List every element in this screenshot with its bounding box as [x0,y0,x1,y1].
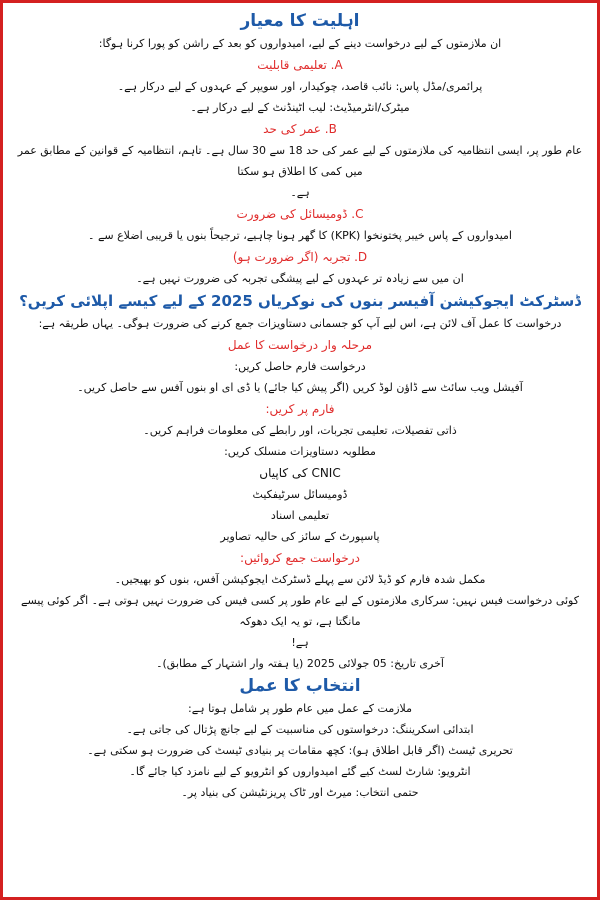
experience-heading: D. تجربہ (اگر ضرورت ہو) [232,250,368,264]
fee-line-1: کوئی درخواست فیس نہیں: سرکاری ملازمتوں کے لیے عام طور پر کسی فیس کی ضرورت نہیں ہوتی ہے۔ اگر کوئی پیسے مانگتا ہے، تو یہ ایک دھوکہ [21,594,579,628]
domicile-heading: C. ڈومیسائل کی ضرورت [236,207,364,221]
get-form-subheading: درخواست فارم حاصل کریں: [234,360,366,373]
selection-title: انتخاب کا عمل [239,676,361,696]
experience-line-1: ان میں سے زیادہ تر عہدوں کے لیے پیشگی تجربہ کی ضرورت نہیں ہے۔ [136,272,464,285]
apply-title: ڈسٹرکٹ ایجوکیشن آفیسر بنوں کی نوکریاں 2025 کے لیے کیسے اپلائی کریں؟ [19,292,581,310]
selection-intro: ملازمت کے عمل میں عام طور پر شامل ہوتا ہے: [188,702,412,715]
eligibility-title: اہلیت کا معیار [240,11,360,31]
selection-interview: انٹرویو: شارٹ لسٹ کیے گئے امیدواروں کو انٹرویو کے لیے نامزد کیا جائے گا۔ [129,765,471,778]
domicile-line-1: امیدواروں کے پاس خیبر پختونخوا (KPK) کا گھر ہونا چاہیے، ترجیحاً بنوں یا قریبی اضلاع سے ۔ [88,229,512,242]
document-item-certificates: تعلیمی اسناد [270,509,330,522]
selection-written-test: تحریری ٹیسٹ (اگر قابل اطلاق ہو): کچھ مقامات پر بنیادی ٹیسٹ کی ضرورت ہو سکتی ہے۔ [87,744,513,757]
document-item-photos: پاسپورٹ کے سائز کی حالیہ تصاویر [220,530,380,543]
age-limit-heading: B. عمر کی حد [263,122,337,136]
selection-final: حتمی انتخاب: میرٹ اور ٹاک پریزنٹیشن کی بنیاد پر۔ [181,786,419,799]
age-limit-line-2: ہے۔ [290,186,310,199]
education-line-1: پرائمری/مڈل پاس: نائب قاصد، چوکیدار، اور سویپر کے عہدوں کے لیے درکار ہے۔ [117,80,483,93]
article-content [11,9,589,803]
document-item-cnic: CNIC کی کاپیاں [259,466,341,480]
apply-intro: درخواست کا عمل آف لائن ہے، اس لیے آپ کو جسمانی دستاویزات جمع کرنے کی ضرورت ہوگی۔ یہاں طریقہ ہے: [38,317,562,330]
fill-form-text: ذاتی تفصیلات، تعلیمی تجربات، اور رابطے کی معلومات فراہم کریں۔ [143,424,457,437]
education-line-2: میٹرک/انٹرمیڈیٹ: لیب اٹینڈنٹ کے لیے درکار ہے۔ [190,101,410,114]
selection-screening: ابتدائی اسکریننگ: درخواستوں کی مناسبیت کے لیے جانچ پڑتال کی جاتی ہے۔ [126,723,474,736]
step-process-heading: مرحلہ وار درخواست کا عمل [227,338,373,352]
education-heading: A. تعلیمی قابلیت [257,58,343,72]
age-limit-line-1: عام طور پر، ایسی انتظامیہ کی ملازمتوں کے لیے عمر کی حد 18 سے 30 سال ہے۔ تاہم، انتظامیہ کے قوانین کے مطابق عمر میں کمی کا اطلاق ہو سکتا [17,144,583,178]
submit-text: مکمل شدہ فارم کو ڈیڈ لائن سے پہلے ڈسٹرکٹ ایجوکیشن آفس، بنوں کو بھیجیں۔ [114,573,486,586]
attach-documents-label: مطلوبہ دستاویزات منسلک کریں: [224,445,376,458]
document-item-domicile: ڈومیسائل سرٹیفکیٹ [252,488,348,501]
get-form-text: آفیشل ویب سائٹ سے ڈاؤن لوڈ کریں (اگر پیش کیا جائے) یا ڈی ای او بنوں آفس سے حاصل کریں۔ [77,381,523,394]
fill-form-heading: فارم پر کریں: [265,402,335,416]
fee-line-2: ہے! [291,636,309,649]
deadline-text: آخری تاریخ: 05 جولائی 2025 (یا ہفتہ وار اشتہار کے مطابق)۔ [156,657,444,670]
eligibility-intro: ان ملازمتوں کے لیے درخواست دینے کے لیے، امیدواروں کو بعد کے راشن کو پورا کرنا ہوگا: [98,37,502,50]
submit-heading: درخواست جمع کروائیں: [240,551,360,565]
